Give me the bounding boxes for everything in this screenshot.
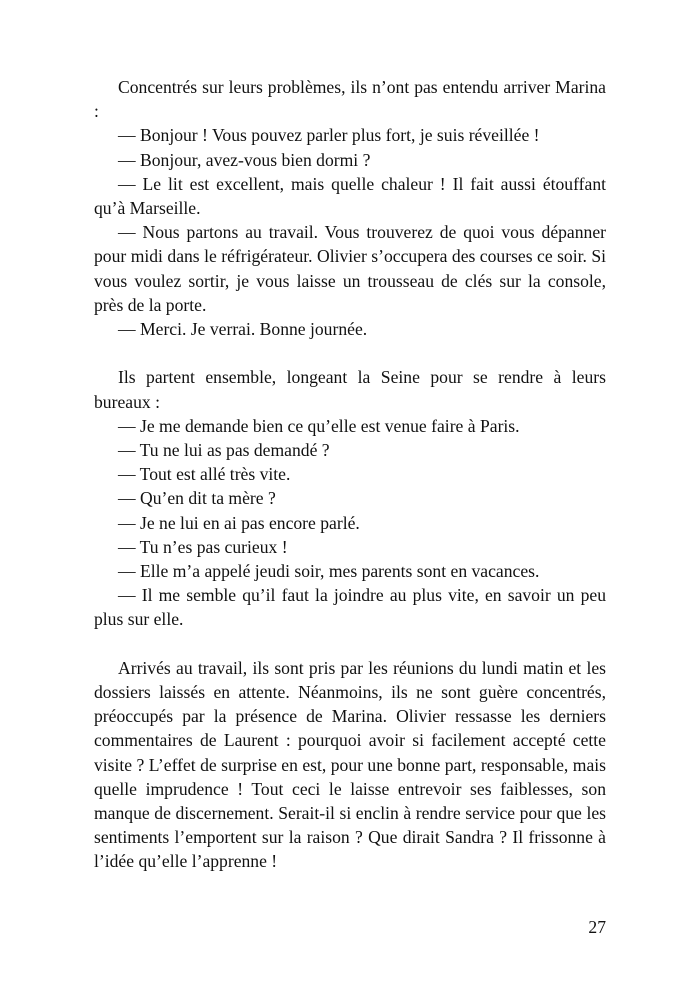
dialogue-line: — Bonjour ! Vous pouvez parler plus fort, je suis réveillée ! (118, 125, 540, 146)
page-body (94, 75, 606, 874)
dialogue-line: — Tu n’es pas curieux ! (118, 536, 288, 557)
dialogue-line: — Je ne lui en ai pas encore parlé. (118, 512, 360, 533)
section-break (94, 341, 606, 365)
dialogue-line: — Le lit est excellent, mais quelle chaleur ! Il fait aussi étouffant qu’à Marseille. (94, 173, 606, 219)
dialogue-line: — Il me semble qu’il faut la joindre au plus vite, en savoir un peu plus sur elle. (94, 585, 606, 630)
dialogue-line: — Qu’en dit ta mère ? (118, 488, 276, 509)
paragraph: Concentrés sur leurs problèmes, ils n’ont pas entendu arriver Marina : (94, 77, 606, 122)
dialogue-line: — Tu ne lui as pas demandé ? (118, 440, 330, 461)
paragraph: Ils partent ensemble, longeant la Seine pour se rendre à leurs bureaux : (94, 367, 606, 412)
section-break (94, 632, 606, 656)
dialogue-line: — Je me demande bien ce qu’elle est venue faire à Paris. (118, 415, 520, 436)
dialogue-line: — Bonjour, avez-vous bien dormi ? (118, 149, 371, 170)
dialogue-line: — Tout est allé très vite. (118, 464, 291, 485)
dialogue-line: — Nous partons au travail. Vous trouverez de quoi vous dépanner pour midi dans le réfrigérateur. Olivier s’occupera des courses ce soir. Si vous voulez sortir, je vous laisse un trousseau de clés sur la console, près de la porte. (94, 222, 606, 315)
dialogue-line: — Elle m’a appelé jeudi soir, mes parents sont en vacances. (118, 561, 540, 582)
dialogue-line: — Merci. Je verrai. Bonne journée. (118, 319, 368, 340)
page-number: 27 (588, 917, 606, 937)
paragraph: Arrivés au travail, ils sont pris par les réunions du lundi matin et les dossiers laissés en attente. Néanmoins, ils ne sont guère concentrés, préoccupés par la présence de Marina. Olivier ressasse les derniers commentaires de Laurent : pourquoi avoir si facilement accepté cette visite ? L’effet de surprise en est, pour une bonne part, responsable, mais quelle imprudence ! Tout ceci le laisse entrevoir ses faiblesses, son manque de discernement. Serait-il si enclin à rendre service pour que les sentiments l’emportent sur la raison ? Que dirait Sandra ? Il frissonne à l’idée qu’elle l’apprenne ! (94, 657, 606, 872)
